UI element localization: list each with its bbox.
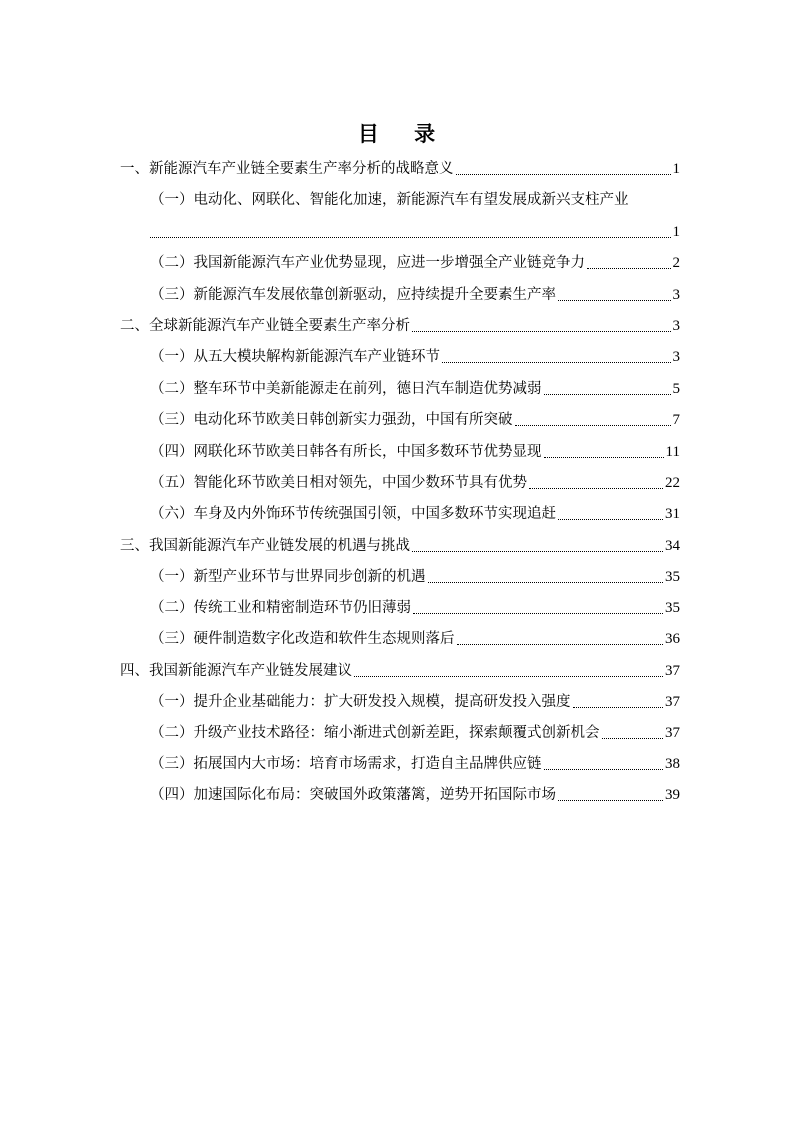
toc-leader [456,174,671,175]
toc-entry[interactable] [150,783,680,807]
toc-entry[interactable] [150,565,680,589]
toc-entry-page: 37 [665,663,680,679]
toc-leader [544,457,664,458]
toc-entry-text: （二）升级产业技术路径：缩小渐进式创新差距，探索颠覆式创新机会 [150,725,600,741]
toc-entry-text: （三）新能源汽车发展依靠创新驱动，应持续提升全要素生产率 [150,287,556,303]
toc-entry-text: （三）硬件制造数字化改造和软件生态规则落后 [150,631,455,647]
toc-entry[interactable] [120,314,680,338]
toc-entry-text: （四）网联化环节欧美日韩各有所长，中国多数环节优势显现 [150,444,542,460]
toc-entry-text: 一、新能源汽车产业链全要素生产率分析的战略意义 [120,161,454,177]
toc-entry-text: （二）整车环节中美新能源走在前列，德日汽车制造优势减弱 [150,381,542,397]
toc-entry-continuation[interactable] [150,220,680,244]
toc-entry[interactable] [150,251,680,275]
toc-entry[interactable] [150,690,680,714]
toc-leader [413,613,663,614]
toc-leader [412,331,671,332]
toc-entry-text: （三）拓展国内大市场：培育市场需求，打造自主品牌供应链 [150,756,542,772]
toc-entry-page: 22 [665,475,680,491]
toc-entry[interactable] [150,408,680,432]
toc-entry[interactable] [150,627,680,651]
toc-entry-text: 四、我国新能源汽车产业链发展建议 [120,663,352,679]
toc-leader [354,676,663,677]
toc-leader [428,582,664,583]
toc-entry-text: 三、我国新能源汽车产业链发展的机遇与挑战 [120,538,410,554]
toc-entry[interactable] [120,157,680,181]
toc-leader [558,300,671,301]
toc-entry[interactable] [150,188,629,212]
toc-entry[interactable] [150,440,680,464]
toc-entry[interactable] [150,502,680,526]
toc-entry-page: 7 [672,412,680,428]
toc-leader [412,551,663,552]
toc-leader [587,268,671,269]
toc-entry[interactable] [150,752,680,776]
toc-entry-text: （四）加速国际化布局：突破国外政策藩篱，逆势开拓国际市场 [150,787,556,803]
toc-entry[interactable] [150,471,680,495]
toc-entry[interactable] [150,283,680,307]
toc-entry-text: 二、全球新能源汽车产业链全要素生产率分析 [120,318,410,334]
toc-entry-text: （一）从五大模块解构新能源汽车产业链环节 [150,349,440,365]
toc-entry[interactable] [120,534,680,558]
toc-entry-page: 35 [665,569,680,585]
toc-title: 目 录 [357,121,450,146]
toc-entry[interactable] [150,377,680,401]
toc-entry-page: 37 [665,694,680,710]
toc-entry-page: 35 [665,600,680,616]
toc-entry-text: （一）新型产业环节与世界同步创新的机遇 [150,569,426,585]
toc-entry-page: 11 [665,444,680,460]
toc-entry-page: 31 [665,506,680,522]
toc-entry[interactable] [120,659,680,683]
toc-entry-text: （五）智能化环节欧美日相对领先，中国少数环节具有优势 [150,475,527,491]
toc-entry-page: 3 [672,287,680,303]
toc-leader [150,237,671,238]
toc-entry-page: 3 [672,318,680,334]
toc-leader [558,800,663,801]
toc-entry-page: 1 [672,161,680,177]
toc-leader [529,488,663,489]
toc-entry-page: 34 [665,538,680,554]
toc-entry-page: 39 [665,787,680,803]
toc-entry-page: 38 [665,756,680,772]
toc-entry[interactable] [150,596,680,620]
toc-entry-page: 5 [672,381,680,397]
toc-leader [544,394,671,395]
toc-entry-text: （一）提升企业基础能力：扩大研发投入规模，提高研发投入强度 [150,694,571,710]
toc-leader [602,738,664,739]
toc-entry-page: 37 [665,725,680,741]
toc-leader [573,707,664,708]
toc-entry-page: 2 [672,255,680,271]
toc-entry-text: （六）车身及内外饰环节传统强国引领，中国多数环节实现追赶 [150,506,556,522]
toc-entry-page: 3 [672,349,680,365]
toc-entry[interactable] [150,345,680,369]
toc-leader [515,425,671,426]
toc-entry-text: （二）我国新能源汽车产业优势显现，应进一步增强全产业链竞争力 [150,255,585,271]
toc-leader [544,769,664,770]
toc-leader [457,644,664,645]
toc-entry-text: （一）电动化、网联化、智能化加速，新能源汽车有望发展成新兴支柱产业 [150,192,629,208]
toc-entry-page: 1 [672,224,680,240]
toc-entry-text: （三）电动化环节欧美日韩创新实力强劲，中国有所突破 [150,412,513,428]
toc-leader [558,519,663,520]
toc-entry-page: 36 [665,631,680,647]
toc-leader [442,362,671,363]
toc-entry-text: （二）传统工业和精密制造环节仍旧薄弱 [150,600,411,616]
toc-entry[interactable] [150,721,680,745]
